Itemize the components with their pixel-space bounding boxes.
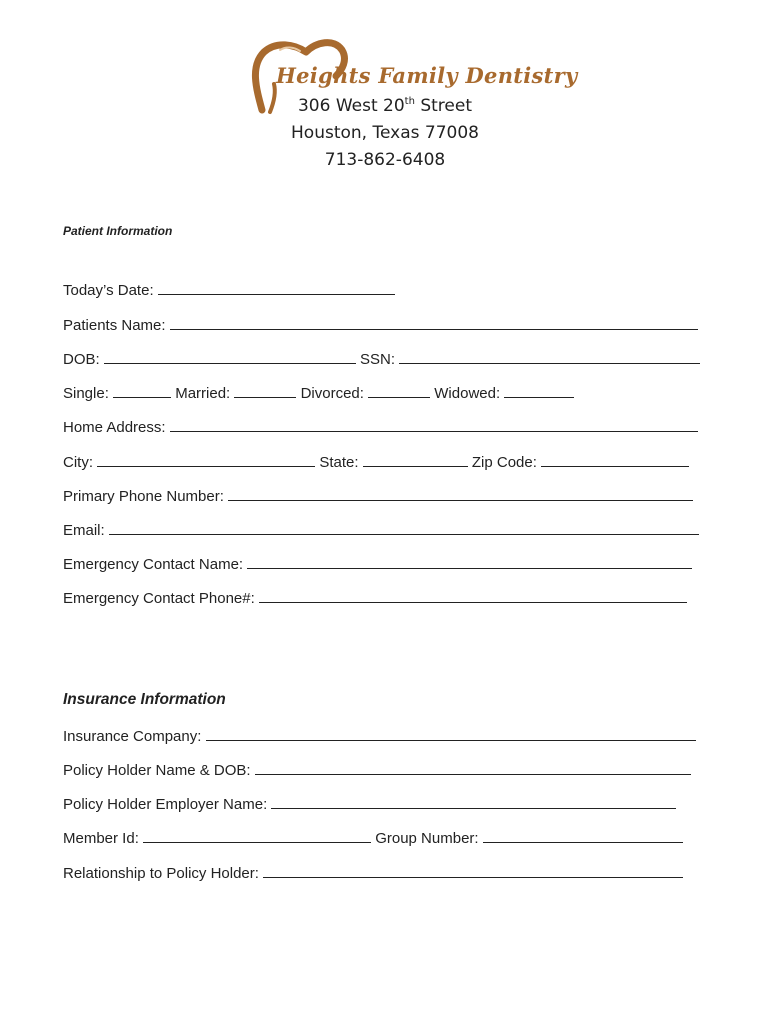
relationship-label: Relationship to Policy Holder: bbox=[63, 865, 264, 882]
patient-name-field[interactable] bbox=[170, 316, 698, 330]
city-state-zip-row bbox=[63, 453, 689, 471]
todays-date-label: Today’s Date: bbox=[63, 282, 158, 299]
group-number-label: Group Number: bbox=[371, 830, 483, 847]
holder-employer-field[interactable] bbox=[271, 795, 676, 809]
relationship-field[interactable] bbox=[263, 864, 683, 878]
member-id-label: Member Id: bbox=[63, 830, 144, 847]
married-label: Married: bbox=[171, 385, 235, 402]
state-label: State: bbox=[315, 454, 363, 471]
todays-date-row bbox=[63, 281, 395, 299]
emergency-name-field[interactable] bbox=[247, 555, 692, 569]
ssn-field[interactable] bbox=[399, 350, 700, 364]
married-field[interactable] bbox=[234, 384, 296, 398]
email-label: Email: bbox=[63, 522, 109, 539]
practice-name: Heights Family Dentistry bbox=[276, 63, 578, 88]
holder-employer-label: Policy Holder Employer Name: bbox=[63, 796, 272, 813]
single-label: Single: bbox=[63, 385, 114, 402]
letterhead bbox=[0, 36, 770, 186]
emergency-phone-label: Emergency Contact Phone#: bbox=[63, 590, 259, 607]
home-address-field[interactable] bbox=[170, 418, 698, 432]
holder-name-dob-label: Policy Holder Name & DOB: bbox=[63, 762, 255, 779]
home-address-label: Home Address: bbox=[63, 419, 170, 436]
patient-name-row bbox=[63, 316, 698, 334]
insurance-section-title: Insurance Information bbox=[63, 691, 226, 708]
insurance-company-row bbox=[63, 727, 696, 745]
city-state-zip: Houston, Texas 77008 bbox=[291, 123, 479, 143]
ssn-label: SSN: bbox=[355, 351, 400, 368]
city-field[interactable] bbox=[97, 453, 315, 467]
home-address-row bbox=[63, 418, 698, 436]
divorced-label: Divorced: bbox=[296, 385, 369, 402]
zip-field[interactable] bbox=[541, 453, 689, 467]
state-field[interactable] bbox=[363, 453, 468, 467]
primary-phone-field[interactable] bbox=[228, 487, 693, 501]
group-number-field[interactable] bbox=[483, 829, 683, 843]
patient-name-label: Patients Name: bbox=[63, 317, 170, 334]
marital-status-row bbox=[63, 384, 574, 402]
emergency-phone-field[interactable] bbox=[259, 589, 687, 603]
city-label: City: bbox=[63, 454, 98, 471]
single-field[interactable] bbox=[113, 384, 171, 398]
insurance-company-label: Insurance Company: bbox=[63, 728, 206, 745]
widowed-field[interactable] bbox=[504, 384, 574, 398]
street-address: 306 West 20th Street bbox=[297, 96, 472, 116]
member-id-field[interactable] bbox=[143, 829, 371, 843]
todays-date-field[interactable] bbox=[158, 281, 395, 295]
member-group-row bbox=[63, 829, 683, 847]
primary-phone-row bbox=[63, 487, 693, 505]
holder-employer-row bbox=[63, 795, 676, 813]
insurance-company-field[interactable] bbox=[206, 727, 696, 741]
dob-ssn-row bbox=[63, 350, 700, 368]
email-field[interactable] bbox=[109, 521, 699, 535]
emergency-name-label: Emergency Contact Name: bbox=[63, 556, 248, 573]
dob-label: DOB: bbox=[63, 351, 104, 368]
primary-phone-label: Primary Phone Number: bbox=[63, 488, 229, 505]
holder-name-dob-field[interactable] bbox=[255, 761, 691, 775]
zip-label: Zip Code: bbox=[467, 454, 542, 471]
patient-section-title: Patient Information bbox=[63, 224, 173, 238]
holder-name-dob-row bbox=[63, 761, 691, 779]
emergency-name-row bbox=[63, 555, 692, 573]
relationship-row bbox=[63, 864, 683, 882]
widowed-label: Widowed: bbox=[430, 385, 505, 402]
dob-field[interactable] bbox=[104, 350, 356, 364]
practice-phone: 713-862-6408 bbox=[324, 150, 446, 170]
email-row bbox=[63, 521, 699, 539]
divorced-field[interactable] bbox=[368, 384, 430, 398]
emergency-phone-row bbox=[63, 589, 687, 607]
